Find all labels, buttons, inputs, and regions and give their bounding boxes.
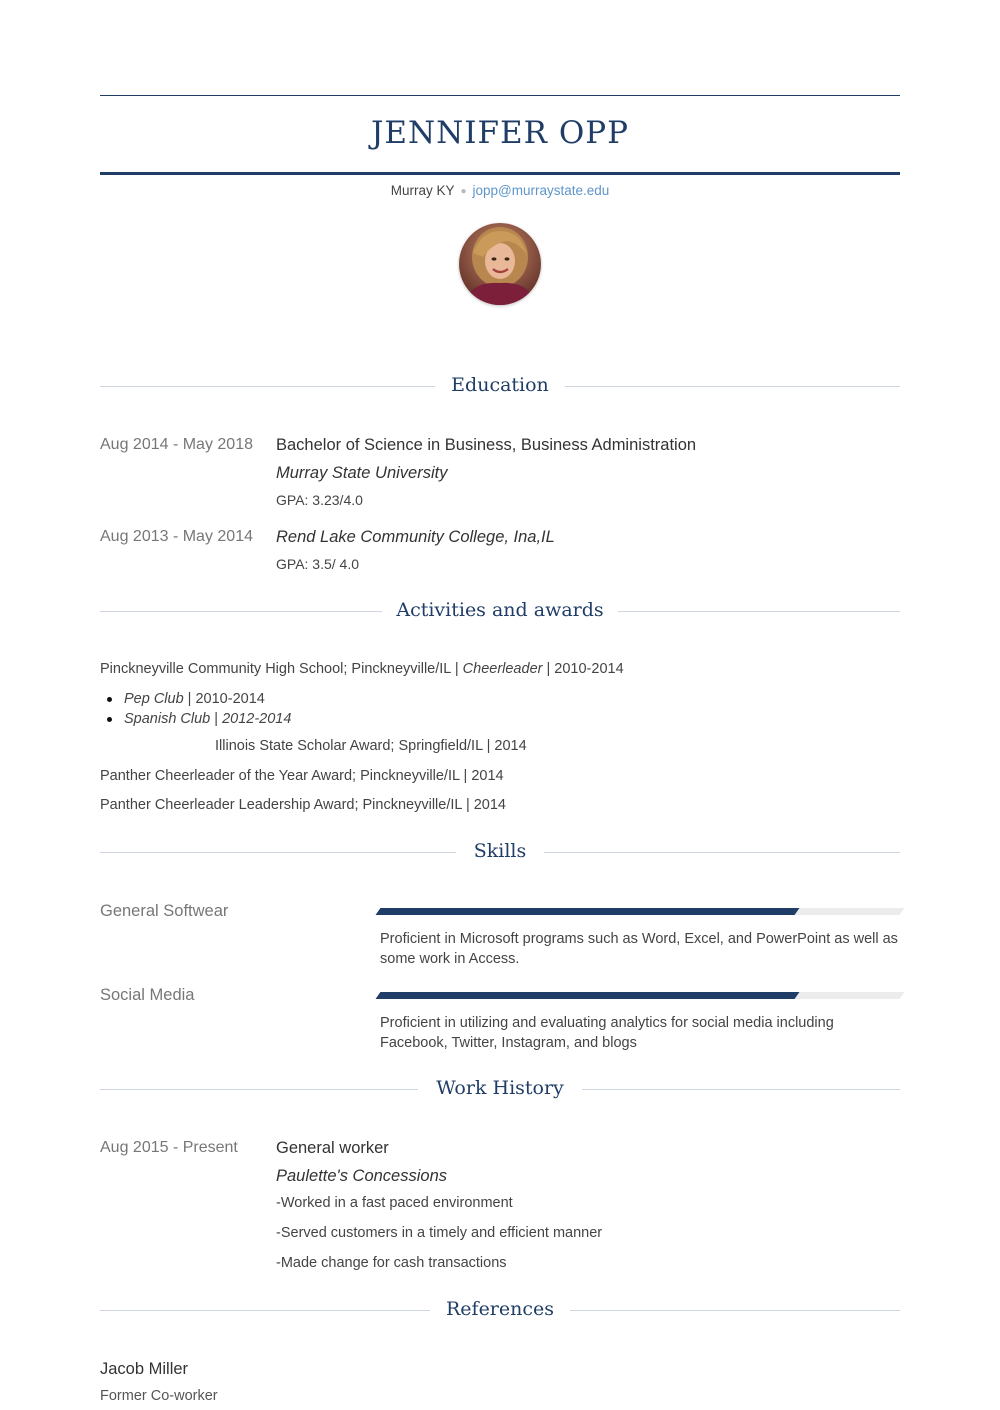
skill-name: Social Media: [100, 986, 195, 1004]
work-duty: -Worked in a fast paced environment: [276, 1195, 513, 1211]
skill-level-bar: [378, 908, 902, 915]
reference-name: Jacob Miller: [100, 1360, 189, 1378]
reference-role: Former Co-worker: [100, 1388, 218, 1404]
club-years: 2010-2014: [195, 691, 265, 707]
skill-level-bar: [378, 992, 902, 999]
activity-years: | 2010-2014: [542, 661, 624, 677]
education-school: Murray State University: [276, 464, 448, 482]
list-item: [124, 689, 291, 709]
section-title-work: Work History: [436, 1077, 564, 1099]
separator: |: [210, 711, 223, 727]
education-gpa: GPA: 3.23/4.0: [276, 492, 363, 508]
section-header-education: [100, 370, 900, 400]
education-date: Aug 2014 - May 2018: [100, 436, 253, 453]
candidate-name: JENNIFER OPP: [370, 115, 630, 151]
avatar: [459, 223, 541, 305]
education-school: Rend Lake Community College, Ina,IL: [276, 528, 555, 546]
section-title-references: References: [445, 1298, 555, 1320]
section-header-work: [100, 1073, 900, 1103]
avatar-portrait: [459, 223, 541, 305]
list-item: [124, 709, 291, 729]
activity-line: [100, 661, 624, 677]
work-title: General worker: [276, 1139, 389, 1157]
contact-email-link[interactable]: jopp@murraystate.edu: [472, 183, 610, 198]
activity-role: Cheerleader: [462, 661, 543, 677]
work-duty: -Served customers in a timely and efficient manner: [276, 1225, 603, 1241]
skill-name: General Softwear: [100, 902, 229, 920]
section-rule: [582, 1089, 900, 1090]
header-top-rule: [100, 95, 900, 96]
education-degree: Bachelor of Science in Business, Business Administration: [276, 436, 697, 454]
separator: |: [183, 691, 196, 707]
contact-city: Murray KY: [390, 183, 455, 198]
section-rule: [544, 852, 900, 853]
activity-bullet-list: [124, 689, 291, 729]
separator-dot-icon: ●: [460, 186, 467, 197]
section-header-references: [100, 1294, 900, 1324]
section-header-activities: [100, 595, 900, 625]
skill-bar-fill: [376, 992, 800, 999]
club-name: Spanish Club: [124, 711, 211, 727]
award-line: Illinois State Scholar Award; Springfield/IL | 2014: [215, 738, 527, 754]
club-years: 2012-2014: [222, 711, 292, 727]
section-rule: [565, 386, 900, 387]
section-header-skills: [100, 836, 900, 866]
work-date: Aug 2015 - Present: [100, 1139, 238, 1156]
club-name: Pep Club: [124, 691, 184, 707]
section-rule: [618, 611, 900, 612]
section-title-skills: Skills: [473, 840, 527, 862]
award-line: Panther Cheerleader of the Year Award; Pinckneyville/IL | 2014: [100, 768, 504, 784]
skill-description: Proficient in Microsoft programs such as Word, Excel, and PowerPoint as well as some work in Access.: [380, 931, 898, 967]
contact-line: [100, 182, 900, 201]
education-gpa: GPA: 3.5/ 4.0: [276, 556, 360, 572]
section-rule: [570, 1310, 900, 1311]
header-bottom-rule: [100, 172, 900, 175]
education-date: Aug 2013 - May 2014: [100, 528, 253, 545]
skill-description: Proficient in utilizing and evaluating analytics for social media including Facebook, Twitter, Instagram, and blogs: [380, 1015, 834, 1051]
award-line: Panther Cheerleader Leadership Award; Pinckneyville/IL | 2014: [100, 797, 506, 813]
work-duty: -Made change for cash transactions: [276, 1255, 507, 1271]
skill-bar-fill: [376, 908, 800, 915]
section-title-activities: Activities and awards: [396, 599, 604, 621]
activity-school: Pinckneyville Community High School; Pinckneyville/IL |: [100, 661, 463, 677]
work-company: Paulette's Concessions: [276, 1167, 447, 1185]
section-title-education: Education: [451, 374, 549, 396]
